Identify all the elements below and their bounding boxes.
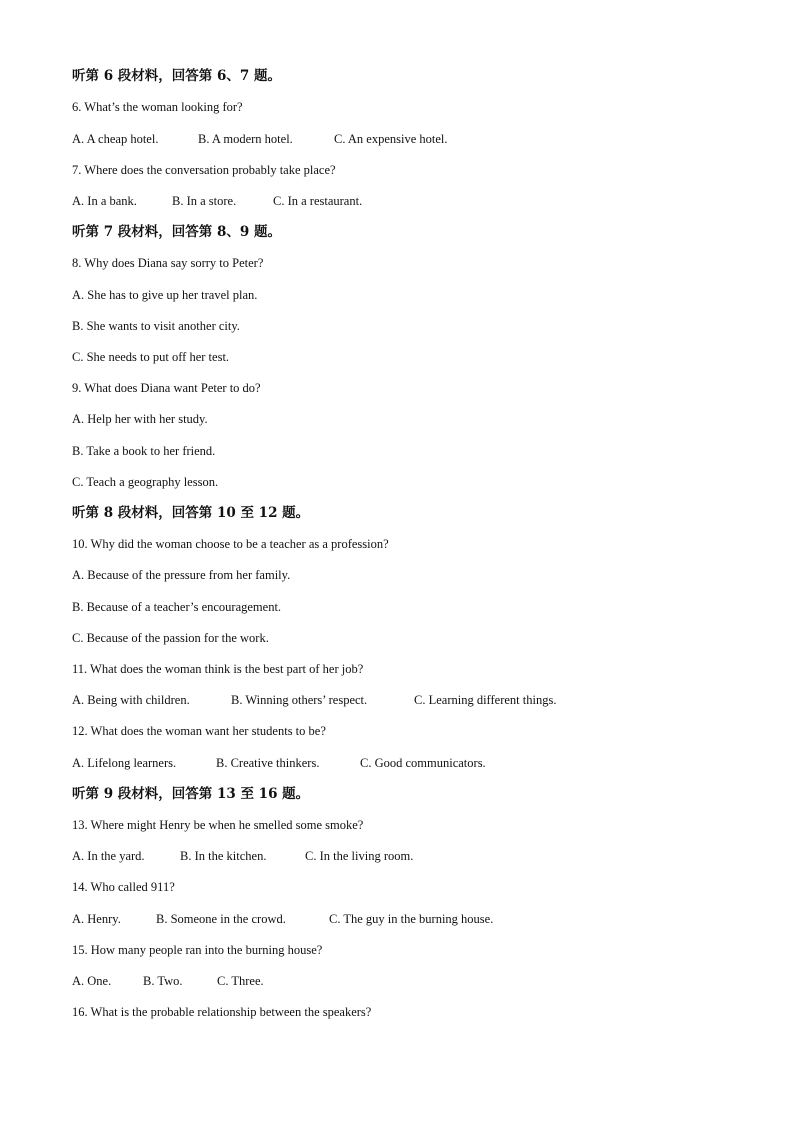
question-text: 13. Where might Henry be when he smelled some smoke? <box>72 818 364 832</box>
option-b: B. She wants to visit another city. <box>72 319 240 333</box>
option-a: A. Help her with her study. <box>72 412 208 426</box>
section-heading: 听第 6 段材料，回答第 6、7 题。 <box>72 68 281 84</box>
option-c: C. An expensive hotel. <box>334 132 448 146</box>
section-heading: 听第 7 段材料，回答第 8、9 题。 <box>72 224 281 240</box>
option-a: A. In a bank. <box>72 194 137 208</box>
option-b: B. Because of a teacher’s encouragement. <box>72 600 282 614</box>
option-a: A. Being with children. <box>72 693 190 707</box>
question-text: 15. How many people ran into the burning house? <box>72 943 323 957</box>
option-c: C. In a restaurant. <box>273 194 363 208</box>
question-text: 16. What is the probable relationship between the speakers? <box>72 1005 372 1019</box>
options-row <box>72 755 486 771</box>
question-text: 8. Why does Diana say sorry to Peter? <box>72 256 264 270</box>
option-a: A. Lifelong learners. <box>72 756 177 770</box>
question-text: 14. Who called 911? <box>72 880 175 894</box>
question-text: 7. Where does the conversation probably take place? <box>72 163 336 177</box>
option-b: B. Someone in the crowd. <box>156 912 286 926</box>
question-text: 6. What’s the woman looking for? <box>72 100 243 114</box>
options-row <box>72 692 556 708</box>
option-b: B. Take a book to her friend. <box>72 444 216 458</box>
question-text: 9. What does Diana want Peter to do? <box>72 381 261 395</box>
options-row <box>72 973 264 989</box>
options-row <box>72 911 493 927</box>
option-c: C. Because of the passion for the work. <box>72 631 269 645</box>
options-row <box>72 131 448 147</box>
option-c: C. Good communicators. <box>360 756 486 770</box>
question-text: 11. What does the woman think is the best part of her job? <box>72 662 364 676</box>
options-row <box>72 193 362 209</box>
section-heading: 听第 9 段材料，回答第 13 至 16 题。 <box>72 786 310 802</box>
question-text: 10. Why did the woman choose to be a teacher as a profession? <box>72 537 389 551</box>
option-a: A. A cheap hotel. <box>72 132 159 146</box>
option-a: A. Because of the pressure from her family. <box>72 568 291 582</box>
option-b: B. In the kitchen. <box>180 849 267 863</box>
option-c: C. Teach a geography lesson. <box>72 475 219 489</box>
option-c: C. She needs to put off her test. <box>72 350 230 364</box>
section-heading: 听第 8 段材料，回答第 10 至 12 题。 <box>72 505 310 521</box>
option-b: B. Two. <box>143 974 183 988</box>
options-row <box>72 848 413 864</box>
option-b: B. A modern hotel. <box>198 132 293 146</box>
option-c: C. Learning different things. <box>414 693 557 707</box>
option-b: B. In a store. <box>172 194 237 208</box>
option-a: A. In the yard. <box>72 849 145 863</box>
option-a: A. Henry. <box>72 912 121 926</box>
option-c: C. In the living room. <box>305 849 414 863</box>
option-a: A. One. <box>72 974 112 988</box>
option-c: C. The guy in the burning house. <box>329 912 494 926</box>
question-text: 12. What does the woman want her students to be? <box>72 724 326 738</box>
option-a: A. She has to give up her travel plan. <box>72 288 258 302</box>
option-b: B. Winning others’ respect. <box>231 693 368 707</box>
option-c: C. Three. <box>217 974 264 988</box>
option-b: B. Creative thinkers. <box>216 756 320 770</box>
